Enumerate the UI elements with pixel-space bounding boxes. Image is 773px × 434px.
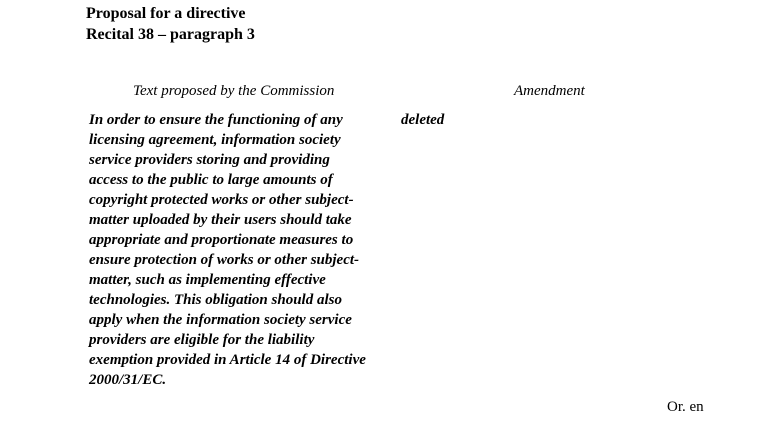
commission-text-line: ensure protection of works or other subject- <box>89 252 360 268</box>
document-title: Proposal for a directive <box>86 5 246 22</box>
document-subtitle: Recital 38 – paragraph 3 <box>86 26 255 43</box>
commission-text-line: apply when the information society service <box>89 312 352 328</box>
commission-text-line: exemption provided in Article 14 of Directive <box>89 352 366 368</box>
commission-text-line: In order to ensure the functioning of any <box>89 112 343 128</box>
commission-text-body <box>89 110 399 390</box>
amendment-text: deleted <box>401 112 445 128</box>
commission-text-line: copyright protected works or other subject- <box>89 192 354 208</box>
commission-text-line: access to the public to large amounts of <box>89 172 333 188</box>
amendment-header: Amendment <box>514 83 585 99</box>
commission-text-line: licensing agreement, information society <box>89 132 341 148</box>
commission-text-line: appropriate and proportionate measures to <box>89 232 354 248</box>
commission-text-line: providers are eligible for the liability <box>89 332 315 348</box>
commission-text-line: technologies. This obligation should also <box>89 292 342 308</box>
commission-text-line: 2000/31/EC. <box>89 372 167 388</box>
original-language-note: Or. en <box>667 399 704 415</box>
commission-text-header: Text proposed by the Commission <box>133 83 335 99</box>
commission-text-line: matter uploaded by their users should take <box>89 212 352 228</box>
commission-text-line: matter, such as implementing effective <box>89 272 326 288</box>
commission-text-line: service providers storing and providing <box>89 152 330 168</box>
